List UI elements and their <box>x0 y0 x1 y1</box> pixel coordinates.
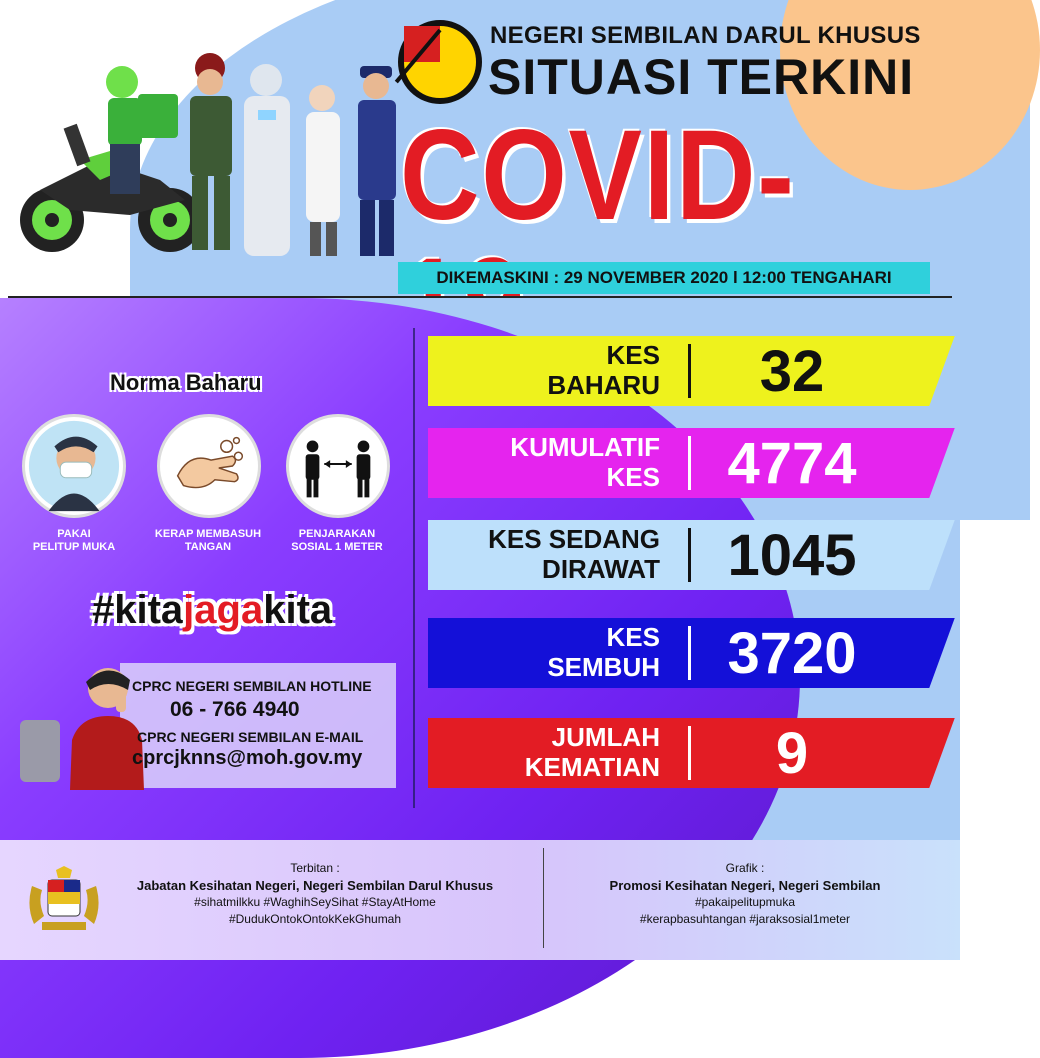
social-distance-icon <box>286 414 390 518</box>
stat-value: 32 <box>759 338 825 404</box>
norma-label-mask: PAKAI PELITUP MUKA <box>32 528 116 553</box>
stat-jumlah-kematian: JUMLAH KEMATIAN 9 <box>428 718 926 788</box>
footer-graphics-credit: Grafik : Promosi Kesihatan Negeri, Negeri Sembilan #pakaipelitupmuka #kerapbasuhtangan #jaraksosial1meter <box>609 861 881 927</box>
norma-label-distance: PENJARAKAN SOSIAL 1 METER <box>291 528 383 553</box>
stat-value: 9 <box>775 720 809 786</box>
medical-worker-icon <box>244 64 290 256</box>
norma-label-handwash: KERAP MEMBASUH TANGAN <box>154 528 262 553</box>
footer-publisher: Terbitan : Jabatan Kesihatan Negeri, Negeri Sembilan Darul Khusus #sihatmilkku #WaghihSeySihat #StayAtHome #DudukOntokOntokKekGhumah <box>136 861 494 927</box>
stat-value: 1045 <box>727 522 857 588</box>
stat-kumulatif-kes: KUMULATIF KES 4774 <box>428 428 926 498</box>
state-name: NEGERI SEMBILAN DARUL KHUSUS <box>490 22 921 49</box>
updated-banner: DIKEMASKINI : 29 NOVEMBER 2020 l 12:00 TENGAHARI <box>398 262 930 294</box>
frontliners-illustration <box>10 40 410 280</box>
malaysia-coat-of-arms-icon <box>24 866 104 936</box>
email-address[interactable]: cprcjknns@moh.gov.my <box>132 747 363 769</box>
kitajagakita-hashtag: #kitajagakita <box>92 588 333 632</box>
hand-wash-icon <box>157 414 261 518</box>
situation-title: SITUASI TERKINI <box>488 49 915 105</box>
soldier-icon <box>190 53 232 250</box>
hotline-number[interactable]: 06 - 766 4940 <box>170 698 300 721</box>
stat-value: 4774 <box>727 430 857 496</box>
stat-value: 3720 <box>727 620 857 686</box>
nurse-icon <box>306 85 340 256</box>
hotline-label: CPRC NEGERI SEMBILAN HOTLINE <box>132 678 372 694</box>
footer-divider <box>543 848 544 948</box>
norma-baharu-title: Norma Baharu <box>110 370 262 395</box>
header-area <box>0 0 960 300</box>
face-mask-icon <box>22 414 126 518</box>
email-label: CPRC NEGERI SEMBILAN E-MAIL <box>137 729 364 745</box>
stat-kes-sedang-dirawat: KES SEDANG DIRAWAT 1045 <box>428 520 926 590</box>
police-officer-icon <box>358 66 396 256</box>
stat-kes-sembuh: KES SEMBUH 3720 <box>428 618 926 688</box>
covid-title: COVID- <box>400 104 796 247</box>
panel-divider <box>413 328 415 808</box>
covid-status-logo-icon <box>398 20 482 104</box>
stat-kes-baharu: KES BAHARU 32 <box>428 336 926 406</box>
